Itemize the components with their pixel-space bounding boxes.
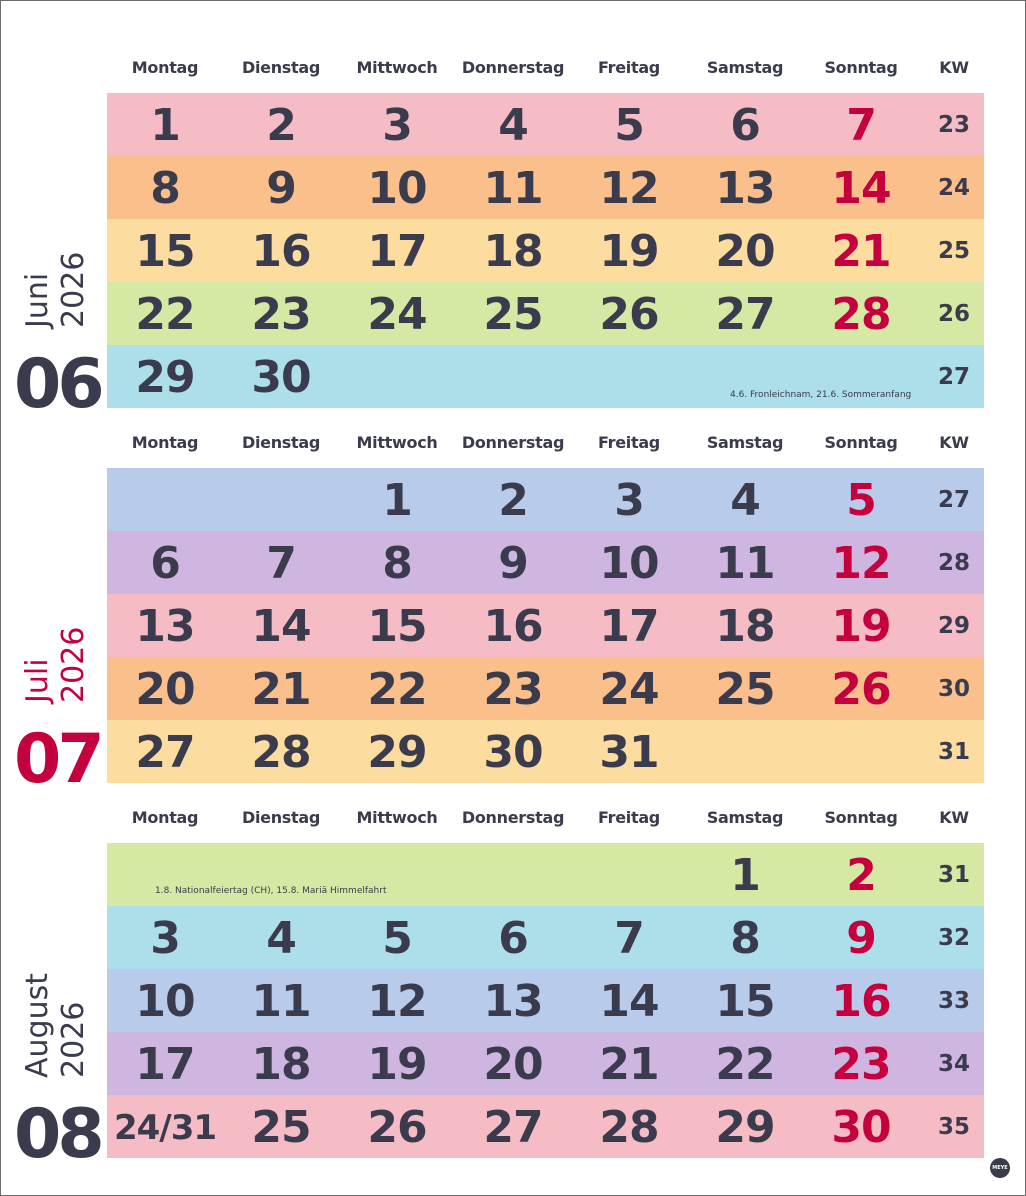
weekday-header: Dienstag	[241, 433, 321, 452]
sunday-date: 7	[846, 100, 876, 151]
weekday-header-row	[0, 808, 1026, 838]
sunday-date: 5	[846, 475, 876, 526]
day-date: 24	[599, 664, 659, 715]
day-date: 17	[599, 601, 659, 652]
day-date: 13	[715, 163, 775, 214]
week-row	[107, 1032, 984, 1095]
day-date: 28	[599, 1102, 659, 1153]
day-date: 29	[715, 1102, 775, 1153]
kw-header: KW	[939, 58, 969, 77]
day-date: 24/31	[113, 1108, 217, 1148]
day-date: 15	[715, 976, 775, 1027]
day-date: 12	[599, 163, 659, 214]
week-row	[107, 219, 984, 282]
day-date: 19	[367, 1039, 427, 1090]
day-date: 8	[730, 913, 760, 964]
day-date: 17	[367, 226, 427, 277]
day-date: 15	[135, 226, 195, 277]
day-date	[571, 345, 687, 408]
sunday-date: 30	[831, 1102, 891, 1153]
day-date: 18	[483, 226, 543, 277]
day-date: 21	[599, 1039, 659, 1090]
weekday-header-row	[0, 58, 1026, 88]
day-date: 26	[599, 289, 659, 340]
month-number: 06	[14, 345, 101, 424]
day-date: 16	[483, 601, 543, 652]
day-date: 16	[251, 226, 311, 277]
day-date: 17	[135, 1039, 195, 1090]
day-date: 7	[266, 538, 296, 589]
day-date: 11	[483, 163, 543, 214]
day-date	[687, 720, 803, 783]
day-date: 9	[498, 538, 528, 589]
day-date: 3	[614, 475, 644, 526]
month-label-july	[20, 513, 100, 703]
day-date: 11	[251, 976, 311, 1027]
day-date	[339, 843, 455, 906]
day-date: 18	[715, 601, 775, 652]
weekday-header: Freitag	[598, 58, 660, 77]
month-label-june	[20, 138, 100, 328]
day-date: 10	[367, 163, 427, 214]
day-date	[107, 843, 223, 906]
week-number: 32	[937, 925, 970, 951]
week-number: 27	[937, 364, 970, 390]
day-date: 27	[135, 727, 195, 778]
holiday-note: 4.6. Fronleichnam, 21.6. Sommeranfang	[730, 390, 912, 400]
weekday-header: Montag	[131, 808, 199, 827]
day-date: 14	[599, 976, 659, 1027]
month-number: 08	[14, 1095, 101, 1174]
day-date: 7	[614, 913, 644, 964]
day-date: 13	[483, 976, 543, 1027]
month-year: 2026	[56, 1001, 91, 1078]
week-number: 35	[937, 1114, 970, 1140]
month-number: 07	[14, 720, 101, 799]
day-date: 20	[135, 664, 195, 715]
sunday-date: 23	[831, 1039, 891, 1090]
day-date	[107, 468, 223, 531]
week-row	[107, 594, 984, 657]
weekday-header: Sonntag	[824, 58, 898, 77]
weekday-header: Dienstag	[241, 808, 321, 827]
kw-header: KW	[939, 808, 969, 827]
weekday-header: Freitag	[598, 808, 660, 827]
day-date: 25	[251, 1102, 311, 1153]
day-date: 1	[150, 100, 180, 151]
weekday-header: Mittwoch	[356, 433, 438, 452]
day-date: 14	[251, 601, 311, 652]
month-name: Juni	[20, 272, 55, 328]
day-date: 6	[150, 538, 180, 589]
day-date: 12	[367, 976, 427, 1027]
week-number: 29	[937, 613, 970, 639]
day-date: 22	[135, 289, 195, 340]
day-date: 3	[382, 100, 412, 151]
day-date: 31	[599, 727, 659, 778]
week-number: 30	[937, 676, 970, 702]
sunday-date: 14	[831, 163, 891, 214]
sunday-date: 12	[831, 538, 891, 589]
week-number: 23	[937, 112, 970, 138]
weekday-header: Donnerstag	[461, 58, 565, 77]
week-number: 25	[937, 238, 970, 264]
day-date: 4	[730, 475, 760, 526]
week-row	[107, 93, 984, 156]
day-date: 29	[135, 352, 195, 403]
weekday-header: Sonntag	[824, 433, 898, 452]
day-date: 2	[266, 100, 296, 151]
weekday-header-row	[0, 433, 1026, 463]
day-date: 19	[599, 226, 659, 277]
week-number: 34	[937, 1051, 970, 1077]
day-date: 30	[483, 727, 543, 778]
month-year: 2026	[56, 626, 91, 703]
day-date: 13	[135, 601, 195, 652]
sunday-date: 28	[831, 289, 891, 340]
week-row	[107, 282, 984, 345]
sunday-date: 16	[831, 976, 891, 1027]
weekday-header: Montag	[131, 433, 199, 452]
weekday-header: Samstag	[706, 808, 784, 827]
weekday-header: Mittwoch	[356, 808, 438, 827]
weekday-header: Samstag	[706, 58, 784, 77]
kw-header: KW	[939, 433, 969, 452]
weekday-header: Dienstag	[241, 58, 321, 77]
week-number: 27	[937, 487, 970, 513]
week-number: 33	[937, 988, 970, 1014]
sunday-date: 2	[846, 850, 876, 901]
day-date: 2	[498, 475, 528, 526]
month-name: August	[20, 973, 55, 1078]
weekday-header: Montag	[131, 58, 199, 77]
day-date: 6	[498, 913, 528, 964]
week-row	[107, 969, 984, 1032]
day-date: 26	[367, 1102, 427, 1153]
week-number: 28	[937, 550, 970, 576]
day-date: 5	[382, 913, 412, 964]
day-date	[571, 843, 687, 906]
day-date	[455, 345, 571, 408]
day-date: 6	[730, 100, 760, 151]
day-date: 4	[266, 913, 296, 964]
day-date: 4	[498, 100, 528, 151]
holiday-note: 1.8. Nationalfeiertag (CH), 15.8. Mariä Himmelfahrt	[155, 886, 387, 896]
sunday-date	[803, 720, 919, 783]
day-date: 21	[251, 664, 311, 715]
day-date: 8	[382, 538, 412, 589]
sunday-date: 21	[831, 226, 891, 277]
week-row	[107, 468, 984, 531]
day-date: 15	[367, 601, 427, 652]
day-date: 20	[715, 226, 775, 277]
day-date: 22	[715, 1039, 775, 1090]
weekday-header: Freitag	[598, 433, 660, 452]
weekday-header: Donnerstag	[461, 433, 565, 452]
day-date: 23	[251, 289, 311, 340]
day-date: 5	[614, 100, 644, 151]
week-row	[107, 531, 984, 594]
day-date: 22	[367, 664, 427, 715]
day-date: 25	[483, 289, 543, 340]
day-date	[223, 468, 339, 531]
sunday-date: 19	[831, 601, 891, 652]
day-date: 23	[483, 664, 543, 715]
week-number: 31	[937, 862, 970, 888]
month-year: 2026	[56, 251, 91, 328]
day-date	[223, 843, 339, 906]
weekday-header: Sonntag	[824, 808, 898, 827]
day-date: 8	[150, 163, 180, 214]
week-row	[107, 843, 984, 906]
day-date: 11	[715, 538, 775, 589]
day-date	[455, 843, 571, 906]
day-date: 29	[367, 727, 427, 778]
week-row	[107, 720, 984, 783]
day-date: 10	[599, 538, 659, 589]
day-date: 20	[483, 1039, 543, 1090]
week-row	[107, 906, 984, 969]
day-date: 25	[715, 664, 775, 715]
day-date: 28	[251, 727, 311, 778]
day-date: 18	[251, 1039, 311, 1090]
sunday-date: 9	[846, 913, 876, 964]
week-row	[107, 657, 984, 720]
day-date: 1	[382, 475, 412, 526]
day-date: 27	[483, 1102, 543, 1153]
day-date: 3	[150, 913, 180, 964]
day-date	[339, 345, 455, 408]
week-row	[107, 1095, 984, 1158]
month-label-august	[20, 888, 100, 1078]
month-name: Juli	[20, 658, 55, 703]
publisher-logo: MEYE	[990, 1158, 1010, 1178]
day-date: 9	[266, 163, 296, 214]
day-date: 24	[367, 289, 427, 340]
day-date: 30	[251, 352, 311, 403]
day-date: 10	[135, 976, 195, 1027]
week-number: 24	[937, 175, 970, 201]
weekday-header: Donnerstag	[461, 808, 565, 827]
week-number: 26	[937, 301, 970, 327]
day-date: 27	[715, 289, 775, 340]
day-date: 1	[730, 850, 760, 901]
weekday-header: Samstag	[706, 433, 784, 452]
sunday-date: 26	[831, 664, 891, 715]
week-row	[107, 156, 984, 219]
weekday-header: Mittwoch	[356, 58, 438, 77]
week-number: 31	[937, 739, 970, 765]
